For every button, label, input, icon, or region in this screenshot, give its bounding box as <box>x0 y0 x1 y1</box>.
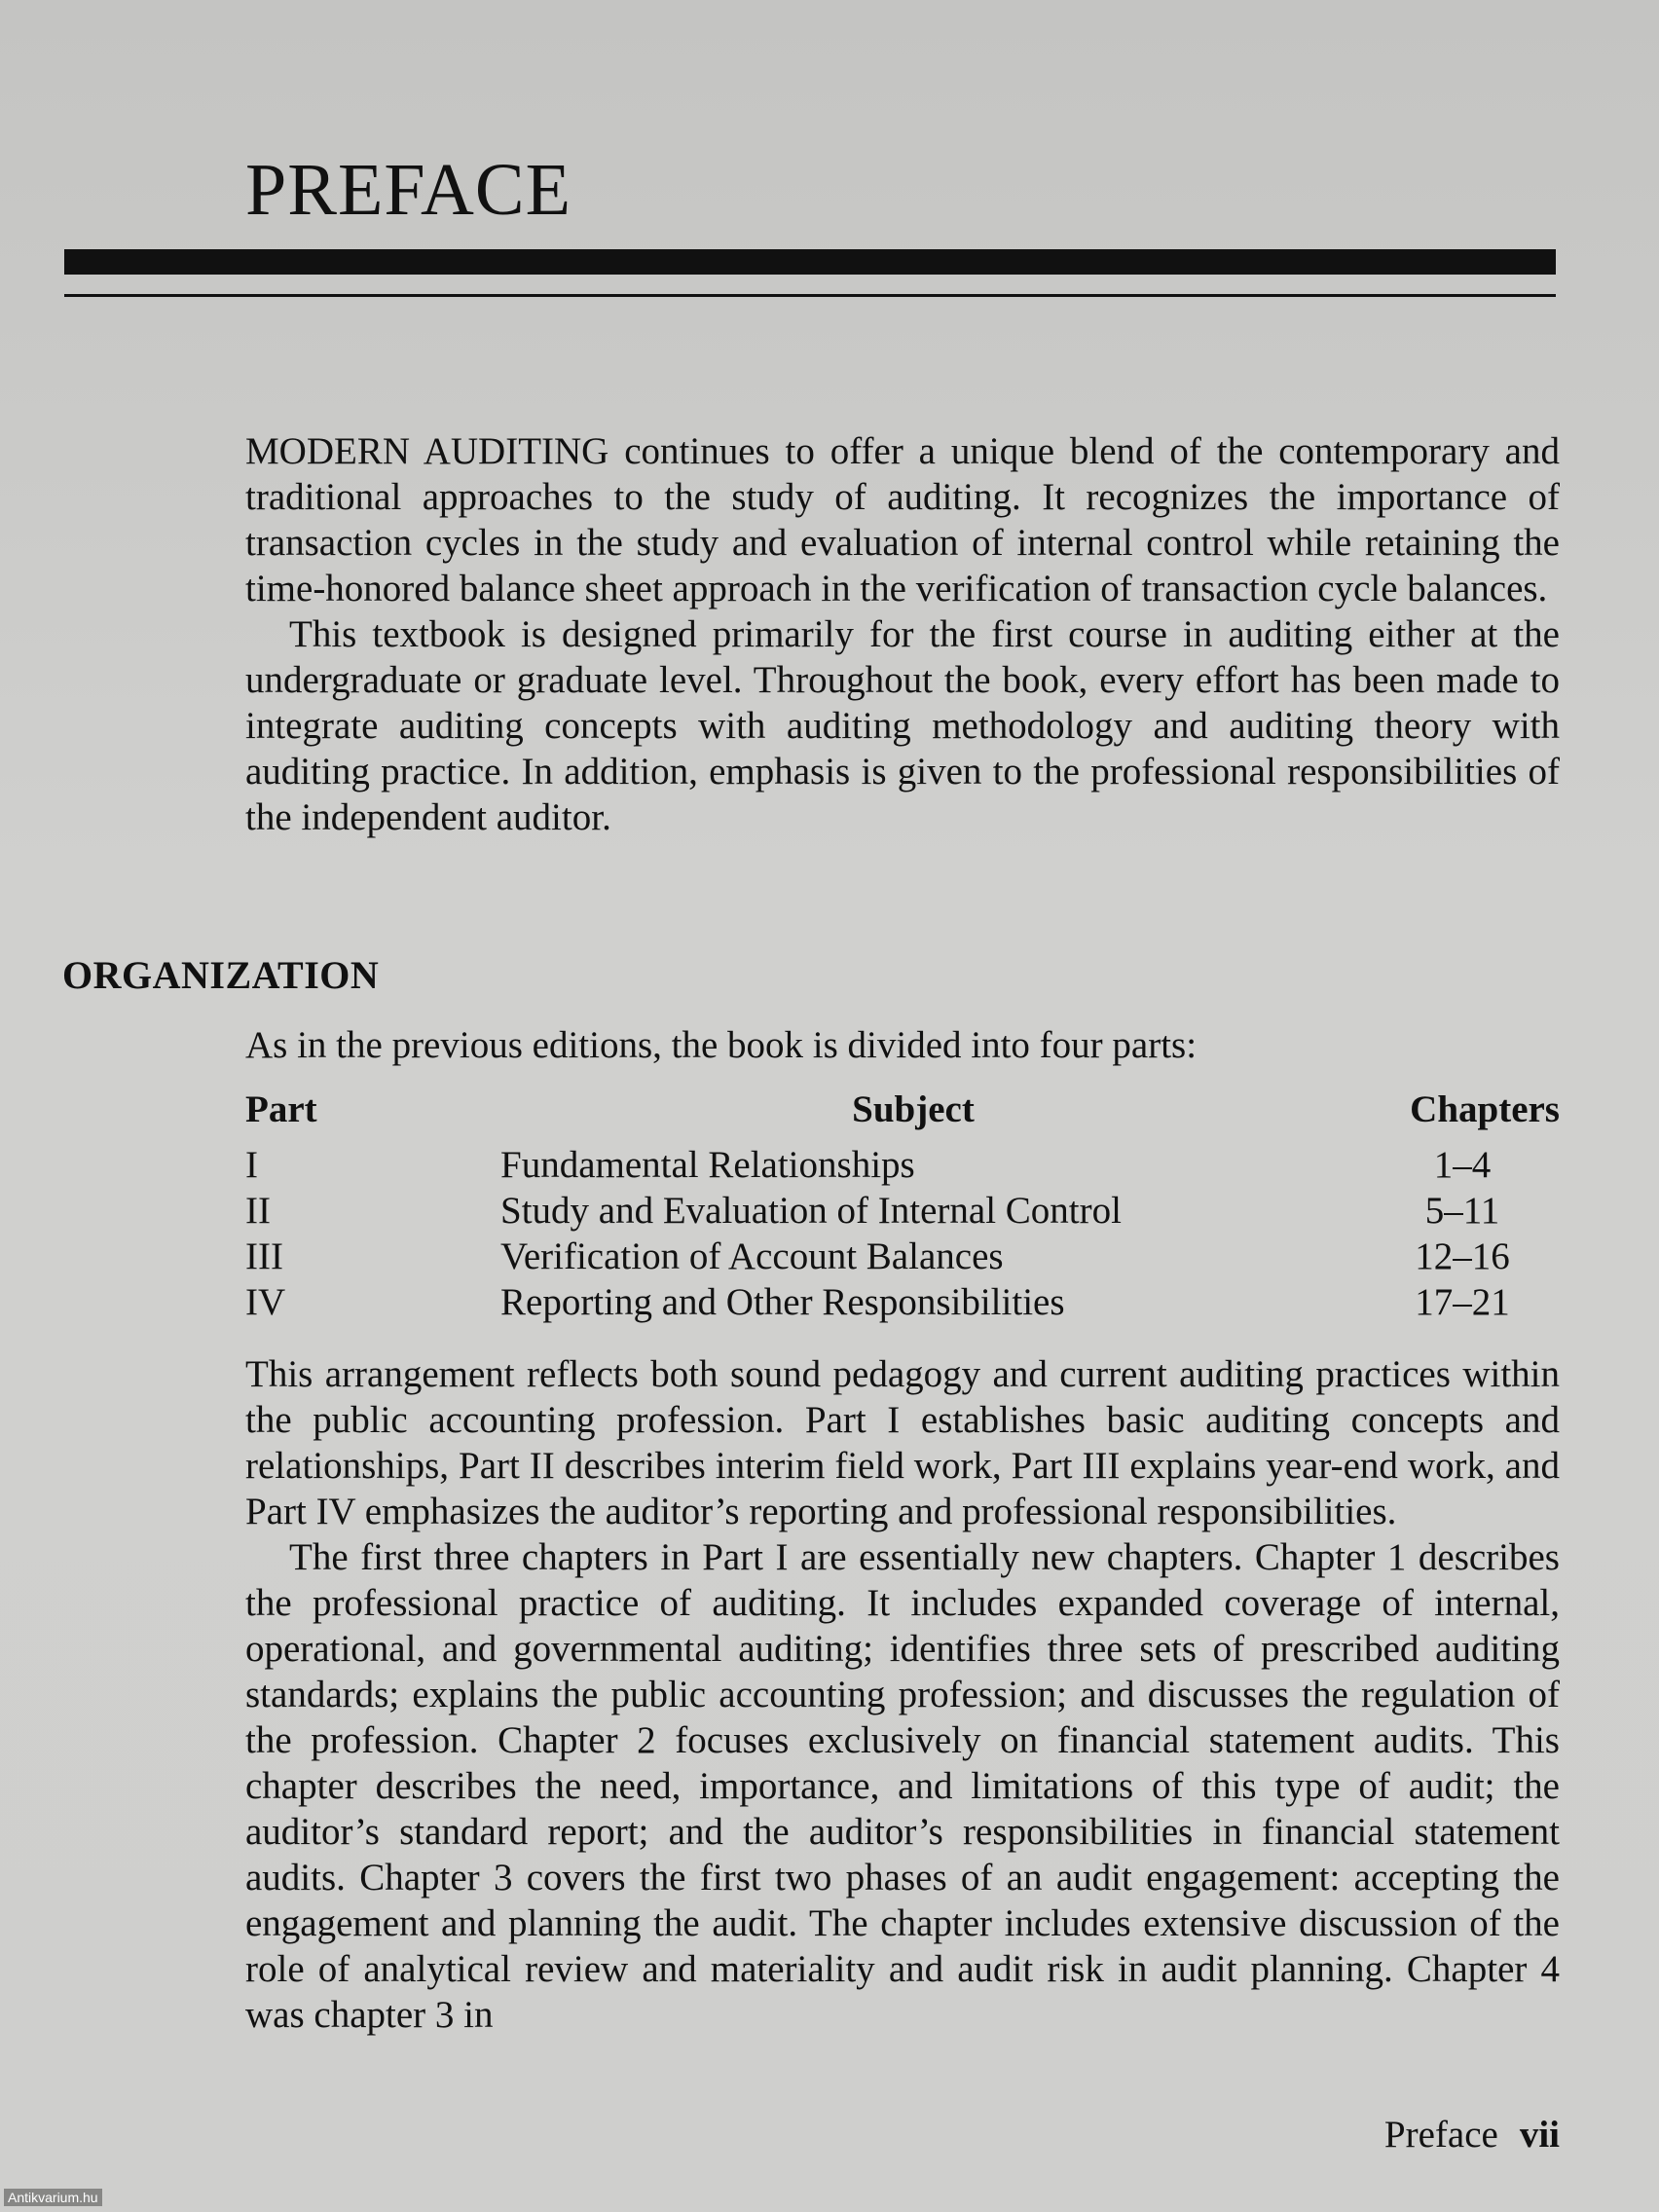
table-row <box>245 1279 1560 1325</box>
parts-table <box>245 1087 1560 1325</box>
organization-paragraph-2: The first three chapters in Part I are essentially new chapters. Chapter 1 describes the professional practice of auditing. It includes expanded coverage of internal, operational, and governmental auditing; identifies three sets of prescribed auditing standards; explains the public accounting profession; and discusses the regulation of the profession. Chapter 2 focuses exclusively on financial statement audits. This chapter describes the need, importance, and limitations of this type of audit; the auditor’s standard report; and the auditor’s responsibilities in financial statement audits. Chapter 3 covers the first two phases of an audit engagement: accepting the engagement and planning the audit. The chapter includes extensive discussion of the role of analytical review and materiality and audit risk in audit planning. Chapter 4 was chapter 3 in <box>245 1536 1560 2036</box>
organization-text <box>245 1351 1560 2038</box>
intro-paragraph-2: This textbook is designed primarily for the first course in auditing either at the undergraduate or graduate level. Throughout the book, every effort has been made to integrate auditing concepts with auditing methodology and auditing theory with auditing practice. In addition, emphasis is given to the professional responsibilities of the independent auditor. <box>245 613 1560 838</box>
section-heading-organization: ORGANIZATION <box>62 953 380 997</box>
title-rule-thin <box>64 294 1556 297</box>
cell-part: IV <box>245 1281 286 1323</box>
intro-text <box>245 428 1560 840</box>
cell-part: II <box>245 1190 271 1232</box>
cell-subject: Study and Evaluation of Internal Control <box>500 1190 1122 1232</box>
table-row <box>245 1142 1560 1188</box>
page-title: PREFACE <box>245 149 572 231</box>
parts-table-header <box>245 1087 1560 1142</box>
cell-chapters: 17–21 <box>1415 1281 1510 1323</box>
table-row <box>245 1188 1560 1234</box>
cell-part: I <box>245 1144 258 1186</box>
cell-chapters: 1–4 <box>1433 1144 1492 1186</box>
organization-lead: As in the previous editions, the book is divided into four parts: <box>245 1024 1198 1066</box>
cell-chapters: 5–11 <box>1424 1190 1500 1232</box>
intro-paragraph-1: MODERN AUDITING continues to offer a unique blend of the contemporary and traditional approaches to the study of auditing. It recognizes the importance of transaction cycles in the study and evaluation of internal control while retaining the time-honored balance sheet approach in the verification of transaction cycle balances. <box>245 430 1560 609</box>
cell-subject: Reporting and Other Responsibilities <box>500 1281 1065 1323</box>
watermark-label: Antikvarium.hu <box>4 2189 102 2206</box>
header-chapters: Chapters <box>1410 1088 1560 1130</box>
page-footer <box>1384 2113 1560 2157</box>
table-row <box>245 1234 1560 1279</box>
footer-label: Preface <box>1383 2114 1498 2156</box>
cell-chapters: 12–16 <box>1415 1235 1510 1277</box>
cell-subject: Verification of Account Balances <box>500 1235 1004 1277</box>
organization-paragraph-1: This arrangement reflects both sound pedagogy and current auditing practices within the public accounting profession. Part I establishes basic auditing concepts and relationships, Part II describes interim field work, Part III explains year-end work, and Part IV emphasizes the auditor’s reporting and professional responsibilities. <box>245 1353 1560 1532</box>
header-part: Part <box>245 1088 317 1130</box>
page-number: vii <box>1519 2114 1560 2156</box>
title-rule-thick <box>64 249 1556 275</box>
header-subject: Subject <box>852 1088 975 1130</box>
cell-part: III <box>245 1235 283 1277</box>
cell-subject: Fundamental Relationships <box>500 1144 915 1186</box>
